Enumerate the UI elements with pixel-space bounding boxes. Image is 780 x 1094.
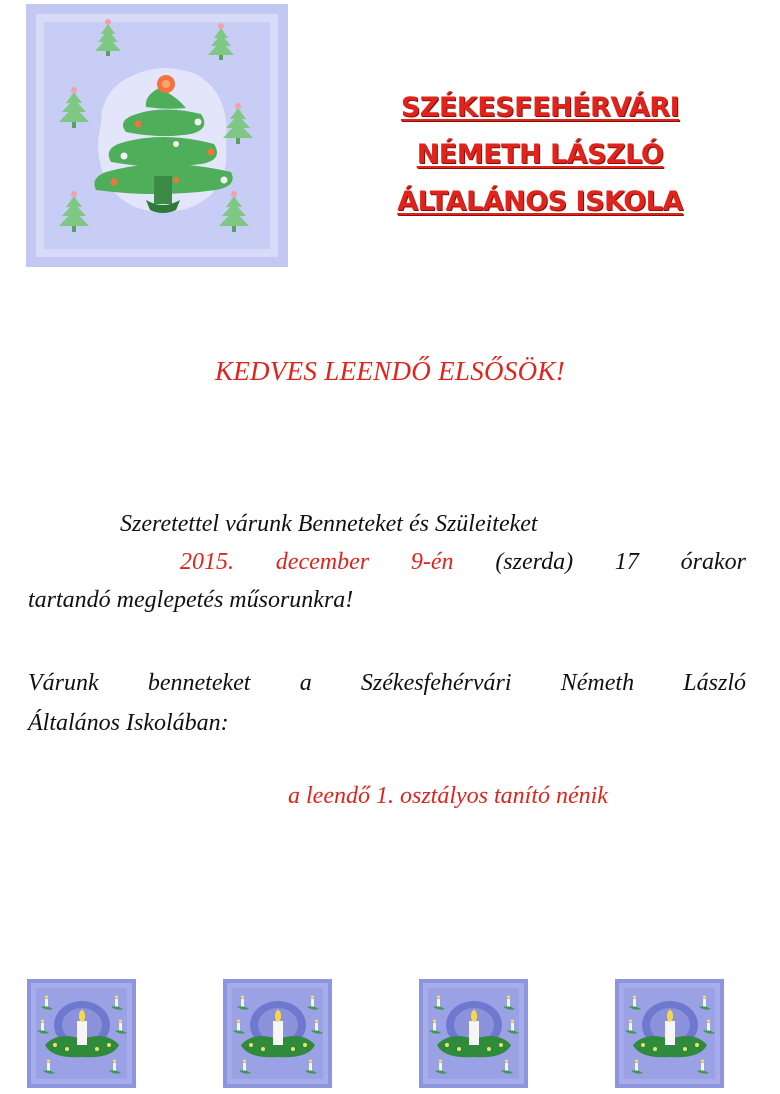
greeting-heading: KEDVES LEENDŐ ELSŐSÖK! xyxy=(214,356,566,386)
christmas-tree-decoration xyxy=(26,4,288,267)
location-line1: Várunk benneteket a Székesfehérvári Németh László xyxy=(28,670,746,696)
school-name xyxy=(340,84,740,225)
advent-candle-icon xyxy=(223,979,332,1088)
event-date: 2015. december 9-én xyxy=(180,549,454,575)
location-paragraph xyxy=(28,663,746,743)
invitation-line2 xyxy=(28,543,746,581)
advent-tile-3 xyxy=(419,979,528,1088)
advent-tile-4 xyxy=(615,979,724,1088)
school-name-line1: SZÉKESFEHÉRVÁRI xyxy=(400,92,680,123)
location-line2: Általános Iskolában: xyxy=(28,710,229,736)
invitation-paragraph xyxy=(28,505,746,619)
school-name-line3: ÁLTALÁNOS ISKOLA xyxy=(397,186,683,217)
advent-tile-1 xyxy=(27,979,136,1088)
school-name-line2: NÉMETH LÁSZLÓ xyxy=(416,139,664,170)
advent-candle-icon xyxy=(615,979,724,1088)
advent-tile-2 xyxy=(223,979,332,1088)
invitation-line1: Szeretettel várunk Benneteket és Szüleiteket xyxy=(120,511,538,537)
christmas-tree-icon xyxy=(26,4,288,267)
advent-candle-icon xyxy=(27,979,136,1088)
event-time: (szerda) 17 órakor xyxy=(495,549,746,575)
signature: a leendő 1. osztályos tanító nénik xyxy=(288,783,608,809)
advent-candle-icon xyxy=(419,979,528,1088)
invitation-line3: tartandó meglepetés műsorunkra! xyxy=(28,587,354,613)
